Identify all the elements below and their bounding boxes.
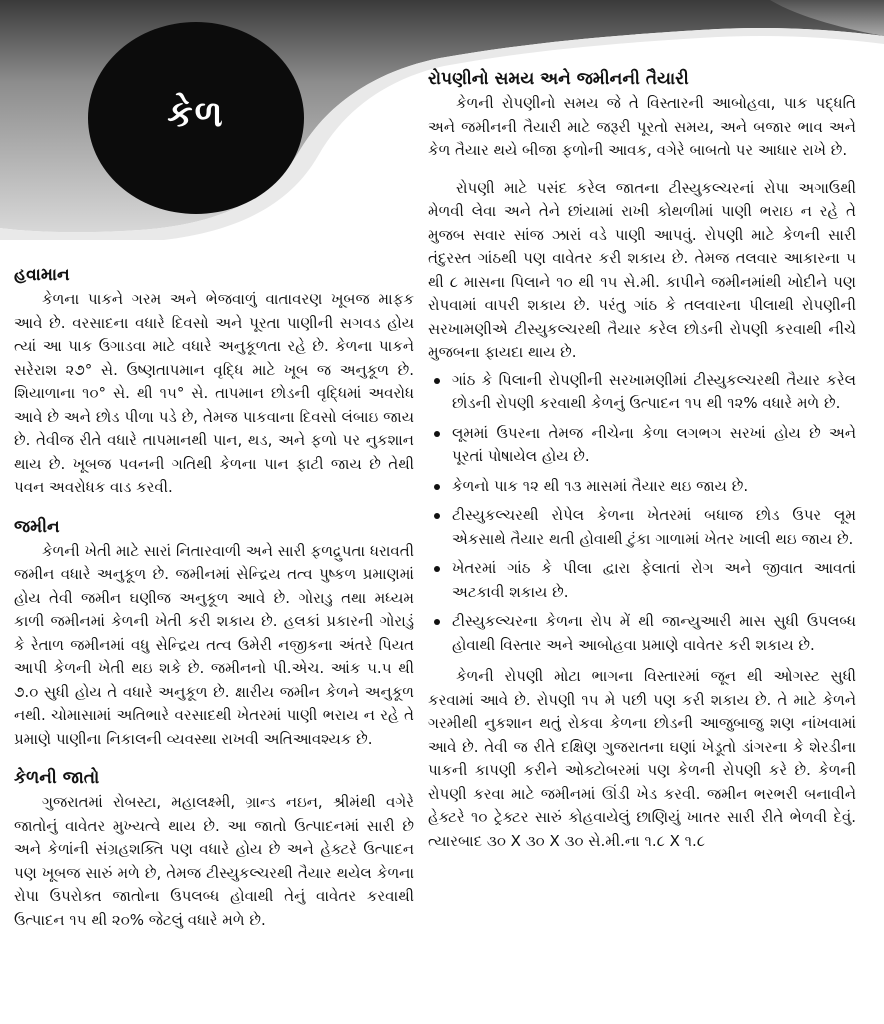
page-title: કેળ — [167, 94, 225, 135]
list-item: લૂમમાં ઉપરના તેમજ નીચેના કેળા લગભગ સરખાં હોય છે અને પૂરતાં પોષાયેલ હોય છે. — [428, 422, 856, 469]
soil-heading: જમીન — [14, 516, 60, 537]
planting-heading: રોપણીનો સમય અને જમીનની તૈયારી — [428, 69, 689, 89]
title-circle — [88, 22, 304, 214]
benefits-list — [428, 369, 856, 658]
list-item: ખેતરમાં ગાંઠ કે પીલા દ્વારા ફેલાતાં રોગ અને જીવાત આવતાં અટકાવી શકાય છે. — [428, 557, 856, 604]
climate-heading: હવામાન — [14, 265, 70, 285]
planting-para-1: કેળની રોપણીનો સમય જે તે વિસ્તારની આબોહવા, પાક પદ્ધતિ અને જમીનની તૈયારી માટે જરૂરી પૂરતો સમય, અને બજાર ભાવ અને કેળ તૈયાર થયે બીજા ફળોની આવક, વગેરે બાબતો પર આધાર રાખે છે. — [428, 94, 856, 159]
list-item: ગાંઠ કે પિલાની રોપણીની સરખામણીમાં ટીસ્યુકલ્ચરથી તૈયાર કરેલ છોડની રોપણી કરવાથી કેળનું ઉત્પાદન ૧૫ થી ૧૨% વધારે મળે છે. — [428, 369, 856, 416]
climate-text: કેળના પાકને ગરમ અને ભેજવાળું વાતાવરણ ખૂબજ માફક આવે છે. વરસાદના વધારે દિવસો અને પૂરતા પાણીની સગવડ હોય ત્યાં આ પાક ઉગાડવા માટે વધારે અનુકૂળતા રહે છે. કેળના પાકને સરેરાશ ૨૭° સે. ઉષ્ણતાપમાન વૃદ્ધિ માટે ખૂબ જ અનુકૂળ છે. શિયાળાના ૧૦° સે. થી ૧૫° સે. તાપમાન છોડની વૃદ્ધિમાં અવરોધ આવે છે અને છોડ પીળા પડે છે, તેમજ પાકવાના દિવસો લંબાઇ જાય છે. તેવીજ રીતે વધારે તાપમાનથી પાન, થડ, અને ફળો પર નુકશાન થાય છે. ખૂબજ પવનની ગતિથી કેળના પાન ફાટી જાય છે તેથી પવન અવરોધક વાડ કરવી. — [14, 290, 414, 496]
planting-para-2: રોપણી માટે પસંદ કરેલ જાતના ટીસ્યુકલ્ચરનાં રોપા અગાઉથી મેળવી લેવા અને તેને છાંયામાં રાખી કોથળીમાં પાણી ભરાઇ ન રહે તે મુજબ સવાર સાંજ ઝારાં વડે પાણી આપવું. રોપણી માટે કેળની સારી તંદુરસ્ત ગાંઠથી પણ વાવેતર કરી શકાય છે. તેમજ તલવાર આકારના ૫ થી ૮ માસના પિલાને ૧૦ થી ૧૫ સે.મી. કાપીને જમીનમાંથી ખોદીને પણ રોપવામાં વાપરી શકાય છે. પરંતુ ગાંઠ કે તલવારના પીલાથી રોપણીની સરખામણીએ ટીસ્યુકલ્ચરથી તૈયાર કરેલ છોડની રોપણી કરવાથી નીચે મુજબના ફાયદા થાય છે. — [428, 178, 856, 361]
varieties-heading: કેળની જાતો — [14, 768, 100, 788]
list-item: કેળનો પાક ૧૨ થી ૧૩ માસમાં તૈયાર થઇ જાય છે. — [428, 475, 856, 499]
list-item: ટીસ્યુકલ્ચરના કેળના રોપ મેં થી જાન્યુઆરી માસ સુધી ઉપલબ્ધ હોવાથી વિસ્તાર અને આબોહવા પ્રમાણે વાવેતર કરી શકાય છે. — [428, 610, 856, 657]
list-item: ટીસ્યુકલ્ચરથી રોપેલ કેળના ખેતરમાં બધાજ છોડ ઉપર લૂમ એકસાથે તૈયાર થતી હોવાથી ટુંકા ગાળામાં ખેતર ખાલી થઇ જાય છે. — [428, 504, 856, 551]
left-column — [14, 262, 414, 932]
soil-text: કેળની ખેતી માટે સારાં નિતારવાળી અને સારી ફળદ્રુપતા ધરાવતી જમીન વધારે અનુકૂળ છે. જમીનમાં સેન્દ્રિય તત્વ પુષ્કળ પ્રમાણમાં હોય તેવી જમીન ઘણીજ અનુકૂળ આવે છે. ગોરાડુ તથા મધ્યમ કાળી જમીનમાં કેળની ખેતી કરી શકાય છે. હલકાં પ્રકારની ગોરાડું કે રેતાળ જમીનમાં વધુ સેન્દ્રિય તત્વ ઉમેરી નજીકના અંતરે પિયત આપી કેળની ખેતી થઇ શકે છે. જમીનનો પી.એચ. આંક ૫.૫ થી ૭.૦ સુધી હોય તે વધારે અનુકૂળ છે. ક્ષારીય જમીન કેળને અનુકૂળ નથી. ચોમાસામાં અતિભારે વરસાદથી ખેતરમાં પાણી ભરાય ન રહે તે પ્રમાણે પાણીના નિકાલની વ્યવસ્થા રાખવી અતિઆવશ્યક છે. — [14, 541, 414, 748]
right-column — [428, 66, 856, 853]
planting-para-3: કેળની રોપણી મોટા ભાગના વિસ્તારમાં જૂન થી ઓગસ્ટ સુધી કરવામાં આવે છે. રોપણી ૧૫ મે પછી પણ કરી શકાય છે. તે માટે કેળને ગરમીથી નુકશાન થતું રોકવા કેળના છોડની આજુબાજુ શણ નાંખવામાં આવે છે. તેવી જ રીતે દક્ષિણ ગુજરાતના ઘણાં ખેડૂતો ડાંગરના કે શેરડીના પાકની કાપણી કરીને ઓક્ટોબરમાં પણ કેળની રોપણી કરે છે. કેળની રોપણી કરવા માટે જમીનમાં ઊંડી ખેડ કરવી. જમીન ભરભરી બનાવીને હેક્ટરે ૧૦ ટ્રેક્ટર સારું કોહવાયેલું છાણિયું ખાતર સારી રીતે ભેળવી દેવું. ત્યારબાદ ૩૦ X ૩૦ X ૩૦ સે.મી.ના ૧.૮ X ૧.૮ — [428, 667, 856, 850]
varieties-text: ગુજરાતમાં રોબસ્ટા, મહાલક્ષ્મી, ગ્રાન્ડ નઇન, શ્રીમંથી વગેરે જાતોનું વાવેતર મુખ્યત્વે થાય છે. આ જાતો ઉત્પાદનમાં સારી છે અને કેળાંની સંગ્રહશક્તિ પણ વધારે હોય છે અને હેક્ટરે ઉત્પાદન પણ ખૂબજ સારું મળે છે, તેમજ ટીસ્યુકલ્ચરથી તૈયાર થયેલ કેળના રોપા ઉપરોક્ત જાતોના ઉપલબ્ધ હોવાથી તેનું વાવેતર કરવાથી ઉત્પાદન ૧૫ થી ૨૦% જેટલું વધારે મળે છે. — [14, 793, 414, 929]
